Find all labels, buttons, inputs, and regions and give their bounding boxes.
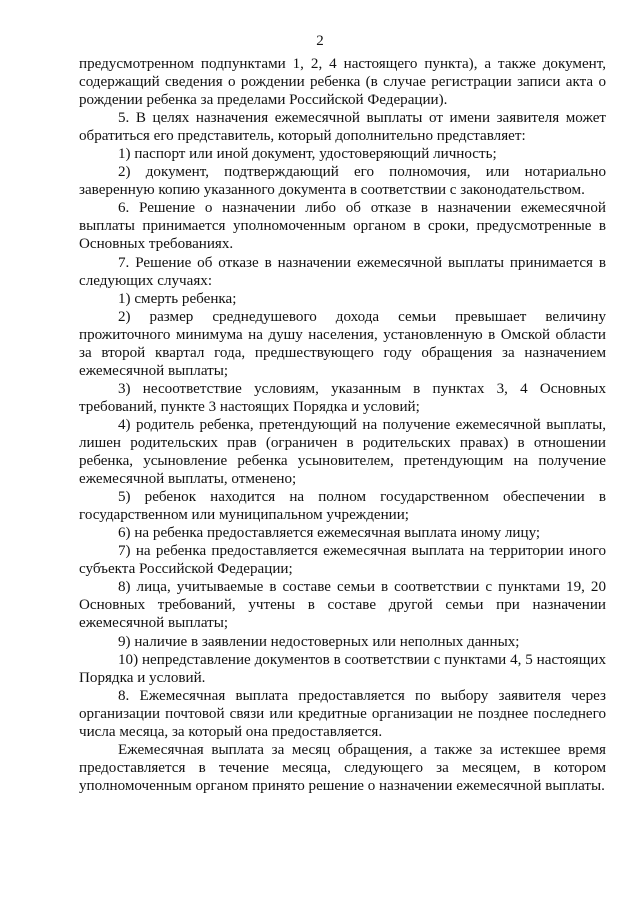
paragraph-clause-7-item-8: 8) лица, учитываемые в составе семьи в соответствии с пунктами 19, 20 Основных требований, учтены в составе другой семьи при назначении ежемесячной выплаты; — [79, 579, 606, 632]
page-number: 2 — [316, 33, 324, 49]
paragraph-clause-7-item-9: 9) наличие в заявлении недостоверных или неполных данных; — [118, 633, 520, 650]
document-body — [79, 55, 606, 795]
paragraph-clause-5-item-2: 2) документ, подтверждающий его полномочия, или нотариально заверенную копию указанного документа в соответствии с законодательством. — [79, 164, 606, 199]
paragraph-clause-5-item-1: 1) паспорт или иной документ, удостоверяющий личность; — [118, 146, 497, 163]
paragraph-clause-5: 5. В целях назначения ежемесячной выплаты от имени заявителя может обратиться его представитель, который дополнительно представляет: — [79, 110, 606, 145]
paragraph-continuation: предусмотренном подпунктами 1, 2, 4 настоящего пункта), а также документ, содержащий сведения о рождении ребенка (в случае регистрации записи акта о рождении ребенка за пределами Российской Федерации). — [79, 56, 606, 109]
paragraph-clause-7-item-5: 5) ребенок находится на полном государственном обеспечении в государственном или муниципальном учреждении; — [79, 489, 606, 524]
paragraph-clause-6: 6. Решение о назначении либо об отказе в назначении ежемесячной выплаты принимается уполномоченным органом в сроки, предусмотренные в Основных требованиях. — [79, 200, 606, 253]
paragraph-clause-7-item-1: 1) смерть ребенка; — [118, 290, 237, 307]
paragraph-clause-7-item-3: 3) несоответствие условиям, указанным в пунктах 3, 4 Основных требований, пункте 3 настоящих Порядка и условий; — [79, 380, 606, 415]
paragraph-clause-7-item-7: 7) на ребенка предоставляется ежемесячная выплата на территории иного субъекта Российской Федерации; — [79, 543, 606, 578]
paragraph-clause-7-item-10: 10) непредставление документов в соответствии с пунктами 4, 5 настоящих Порядка и условий. — [79, 651, 606, 686]
paragraph-clause-7: 7. Решение об отказе в назначении ежемесячной выплаты принимается в следующих случаях: — [79, 254, 606, 289]
paragraph-clause-7-item-2: 2) размер среднедушевого дохода семьи превышает величину прожиточного минимума на душу населения, установленную в Омской области за второй квартал года, предшествующего году обращения за назначением ежемесячной выплаты; — [79, 308, 606, 379]
paragraph-clause-8: 8. Ежемесячная выплата предоставляется по выбору заявителя через организации почтовой связи или кредитные организации не позднее последнего числа месяца, за который она предоставляется. — [79, 687, 606, 740]
paragraph-clause-7-item-4: 4) родитель ребенка, претендующий на получение ежемесячной выплаты, лишен родительских прав (ограничен в родительских правах) в отношении ребенка, усыновление ребенка усыновителем, претендующим на получение ежемесячной выплаты, отменено; — [79, 416, 606, 488]
paragraph-clause-8-continued: Ежемесячная выплата за месяц обращения, а также за истекшее время предоставляется в течение месяца, следующего за месяцем, в котором уполномоченным органом принято решение о назначении ежемесячной выплаты. — [79, 741, 606, 794]
paragraph-clause-7-item-6: 6) на ребенка предоставляется ежемесячная выплата иному лицу; — [118, 525, 541, 542]
